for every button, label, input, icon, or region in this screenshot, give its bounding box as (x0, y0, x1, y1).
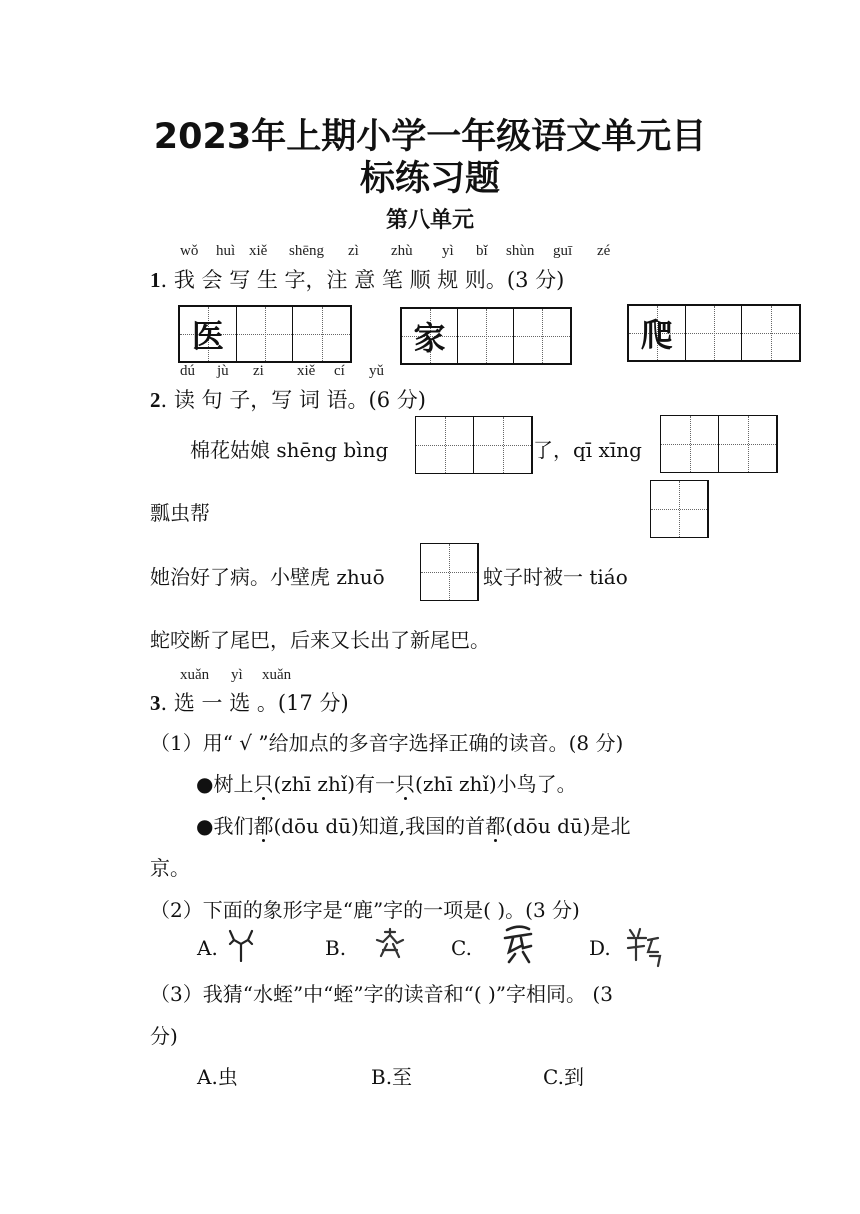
answer-box-piao[interactable] (650, 480, 709, 538)
reading-options[interactable]: (dōu dū)是北 (505, 814, 631, 838)
q3-part3-title-cont: 分) (150, 1024, 178, 1048)
dotted-char: 都 (253, 814, 274, 838)
q1-number: 1 (150, 268, 161, 292)
writing-cell[interactable] (719, 416, 777, 472)
pinyin-syllable: shēng (289, 243, 324, 259)
writing-cell[interactable] (651, 481, 708, 537)
option-c[interactable]: C.到 (543, 1065, 584, 1089)
pinyin-syllable: zhù (391, 243, 413, 259)
writing-cell[interactable] (514, 309, 570, 363)
q1-heading (150, 264, 564, 294)
reading-options[interactable]: (zhī zhǐ)有一 (273, 772, 396, 796)
q2-text: . 读 句 子，写 词 语。(6 分) (160, 388, 426, 412)
model-char-pa: 爬 (640, 316, 673, 354)
pinyin-syllable: xiě (297, 363, 316, 379)
q1-text: . 我 会 写 生 字，注 意 笔 顺 规 则。(3 分) (160, 268, 565, 292)
writing-cell[interactable] (661, 416, 719, 472)
writing-cell[interactable] (416, 417, 474, 473)
q1-grid-pa (627, 304, 801, 362)
q3-part1-line3: 京。 (150, 856, 190, 880)
answer-box-zhuo[interactable] (420, 543, 479, 601)
q2-line1-b: 了，qī xīng (533, 438, 642, 462)
q3-part3-title: （3）我猜“水蛭”中“蛭”字的读音和“( )”字相同。 (3 (150, 982, 613, 1006)
q1-grid-yi (178, 305, 352, 363)
pinyin-syllable: xuǎn (262, 667, 292, 683)
writing-cell[interactable] (474, 417, 532, 473)
reading-options[interactable]: (dōu dū)知道,我国的首 (273, 814, 486, 838)
option-a-label[interactable]: A. (197, 936, 218, 960)
dotted-char: 都 (485, 814, 506, 838)
pinyin-syllable: xiě (249, 243, 268, 259)
writing-cell[interactable] (458, 309, 514, 363)
pinyin-syllable: cí (334, 363, 345, 379)
answer-box-qixing[interactable] (660, 415, 778, 473)
writing-cell[interactable] (293, 307, 350, 361)
pictograph-a-icon (226, 928, 256, 962)
q2-line3-a: 她治好了病。小壁虎 zhuō (150, 565, 385, 589)
pinyin-syllable: huì (216, 243, 236, 259)
pinyin-syllable: zé (597, 243, 611, 259)
q3-part2-title: （2）下面的象形字是“鹿”字的一项是( )。(3 分) (150, 898, 580, 922)
q3-text: . 选 一 选 。(17 分) (160, 691, 349, 715)
pinyin-syllable: bǐ (476, 243, 488, 259)
reading-options[interactable]: (zhī zhǐ)小鸟了。 (415, 772, 577, 796)
q3-heading (150, 687, 349, 717)
writing-cell[interactable] (742, 306, 799, 360)
option-b-label[interactable]: B. (325, 936, 347, 960)
pinyin-syllable: yì (442, 243, 454, 259)
q3-number: 3 (150, 691, 161, 715)
model-char-yi: 医 (191, 317, 224, 355)
option-a[interactable]: A.虫 (197, 1065, 238, 1089)
pinyin-syllable: guī (553, 243, 573, 259)
q1-grid-jia (400, 307, 572, 365)
writing-cell[interactable] (237, 307, 294, 361)
pinyin-syllable: zi (253, 363, 264, 379)
pinyin-syllable: zì (348, 243, 359, 259)
pinyin-syllable: yì (231, 667, 243, 683)
unit-subtitle: 第八单元 (385, 208, 474, 233)
writing-cell[interactable] (686, 306, 743, 360)
q3-part1-line1 (196, 768, 577, 797)
text: ●我们 (196, 814, 254, 838)
pinyin-syllable: xuǎn (180, 667, 210, 683)
page-title-line2: 标练习题 (359, 159, 500, 199)
pinyin-syllable: yǔ (369, 363, 384, 379)
option-c-label[interactable]: C. (451, 936, 472, 960)
q3-part1-title: （1）用“ √ ”给加点的多音字选择正确的读音。(8 分) (150, 731, 624, 755)
dotted-char: 只 (395, 772, 416, 796)
q3-part1-line2 (196, 810, 631, 839)
q2-line3-b: 蚊子时被一 tiáo (483, 565, 628, 589)
dotted-char: 只 (253, 772, 274, 796)
option-b[interactable]: B.至 (371, 1065, 413, 1089)
pinyin-syllable: dú (180, 363, 195, 379)
writing-cell[interactable] (421, 544, 478, 600)
answer-box-shengbing[interactable] (415, 416, 533, 474)
q2-line2: 瓢虫帮 (150, 501, 210, 525)
pinyin-syllable: jù (217, 363, 229, 379)
option-d-label[interactable]: D. (589, 936, 611, 960)
pictograph-c-icon (501, 924, 537, 966)
pictograph-d-icon (624, 926, 664, 968)
model-char-jia: 家 (413, 319, 446, 357)
page-title: 2023年上期小学一年级语文单元目 (153, 117, 707, 157)
pinyin-syllable: shùn (506, 243, 535, 259)
q2-heading (150, 384, 426, 414)
pinyin-syllable: wǒ (180, 243, 199, 259)
q2-number: 2 (150, 388, 161, 412)
text: ●树上 (196, 772, 254, 796)
pictograph-b-icon (373, 926, 407, 964)
q2-line1-a: 棉花姑娘 shēng bìng (190, 438, 389, 462)
q2-line4: 蛇咬断了尾巴，后来又长出了新尾巴。 (150, 628, 490, 652)
